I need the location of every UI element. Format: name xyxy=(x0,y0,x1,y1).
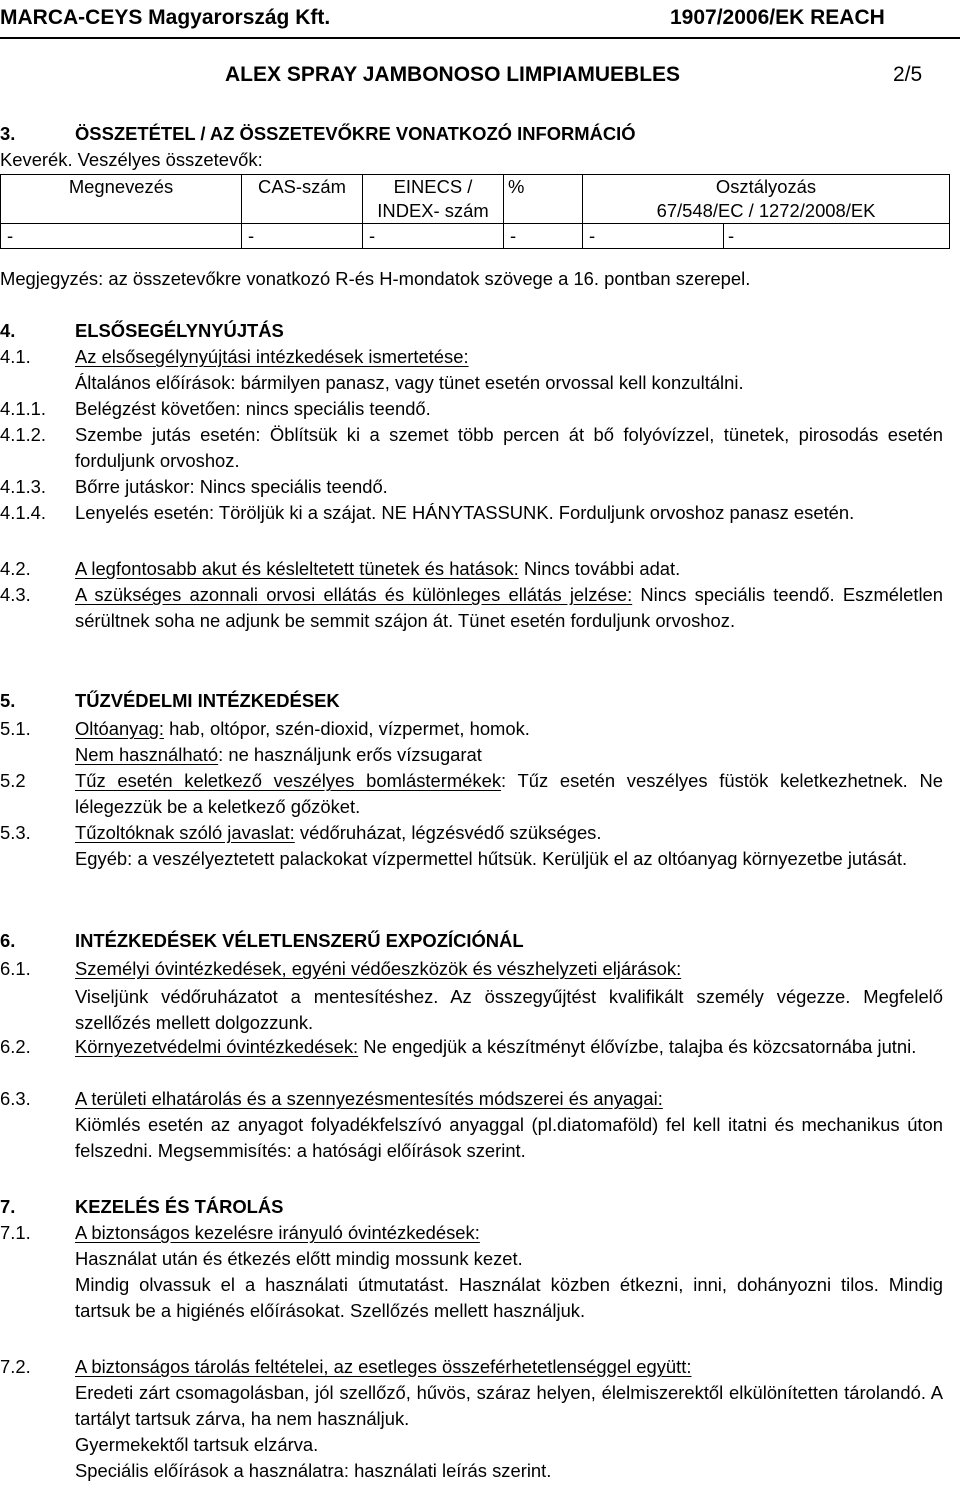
header-divider xyxy=(0,37,960,39)
item-7-1-text-2: Mindig olvassuk el a használati útmutatást. Használat közben étkezni, inni, dohányozni tilos. Mindig tartsuk be a higiénés előírásokat. Szellőzés mellett használjuk. xyxy=(75,1274,943,1321)
item-5-1b-line xyxy=(75,742,482,768)
section-3-note: Megjegyzés: az összetevőkre vonatkozó R-és H-mondatok szövege a 16. pontban szerepel. xyxy=(0,268,751,289)
section-4-number: 4. xyxy=(0,320,16,341)
item-4-1-2-text: Szembe jutás esetén: Öblítsük ki a szemet több percen át bő folyóvízzel, tünetek, pirosodás esetén forduljunk orvoshoz. xyxy=(75,424,943,471)
section-3-title: ÖSSZETÉTEL / AZ ÖSSZETEVŐKRE VONATKOZÓ INFORMÁCIÓ xyxy=(75,123,636,144)
item-5-2-text: : Tűz esetén veszélyes füstök keletkezhetnek. Ne lélegezzük be a keletkező gőzöket. xyxy=(75,770,943,817)
item-6-1-number: 6.1. xyxy=(0,958,31,979)
header-label: INDEX- szám xyxy=(377,200,489,221)
item-6-2-number: 6.2. xyxy=(0,1036,31,1057)
regulation-ref: 1907/2006/EK REACH xyxy=(670,6,885,29)
item-7-2-text-1: Eredeti zárt csomagolásban, jól szellőző, hűvös, száraz helyen, élelmiszerektől elkülönítetten tárolandó. A tartályt tartsuk zárva, ha nem használjuk. xyxy=(75,1382,943,1429)
table-cell: - xyxy=(583,224,724,249)
item-4-1-1-number: 4.1.1. xyxy=(0,398,47,419)
company-name: MARCA-CEYS Magyarország Kft. xyxy=(0,6,331,29)
item-7-1-heading: A biztonságos kezelésre irányuló óvintézkedések: xyxy=(75,1222,480,1243)
col-einecs-header xyxy=(363,175,504,224)
item-5-2-block xyxy=(75,768,943,820)
item-6-2-block xyxy=(75,1034,943,1060)
item-4-1-1-text: Belégzést követően: nincs speciális teendő. xyxy=(75,398,431,419)
item-7-2-heading: A biztonságos tárolás feltételei, az esetleges összeférhetetlenséggel együtt: xyxy=(75,1356,692,1377)
section-5-number: 5. xyxy=(0,690,16,711)
item-4-1-4-text: Lenyelés esetén: Töröljük ki a szájat. NE HÁNYTASSUNK. Forduljunk orvoshoz panasz esetén. xyxy=(75,502,855,523)
item-4-1-4-number: 4.1.4. xyxy=(0,502,47,523)
header-label: 67/548/EC / 1272/2008/EK xyxy=(656,200,876,221)
header-label: Osztályozás xyxy=(715,176,817,197)
item-6-2-heading: Környezetvédelmi óvintézkedések: xyxy=(75,1036,359,1057)
table-cell: - xyxy=(242,224,363,249)
item-7-1-text-1: Használat után és étkezés előtt mindig mossunk kezet. xyxy=(75,1248,523,1269)
item-4-1-2-number: 4.1.2. xyxy=(0,424,47,445)
ingredients-table xyxy=(0,174,950,249)
col-percent-header xyxy=(504,175,583,224)
table-cell: - xyxy=(1,224,242,249)
table-cell: - xyxy=(363,224,504,249)
col-class-header xyxy=(583,175,950,224)
item-5-2-heading: Tűz esetén keletkező veszélyes bomlástermékek xyxy=(75,770,502,791)
item-4-1-heading: Az elsősegélynyújtási intézkedések ismertetése: xyxy=(75,346,469,367)
item-5-3-line xyxy=(75,820,601,846)
item-5-2-number: 5.2 xyxy=(0,770,26,791)
item-6-3-heading: A területi elhatárolás és a szennyezésmentesítés módszerei és anyagai: xyxy=(75,1088,663,1109)
item-4-2-heading: A legfontosabb akut és késleltetett tünetek és hatások: xyxy=(75,558,519,579)
header-label: CAS-szám xyxy=(258,176,346,197)
item-7-2-number: 7.2. xyxy=(0,1356,31,1377)
table-cell: - xyxy=(504,224,583,249)
item-7-2-text-3: Speciális előírások a használatra: használati leírás szerint. xyxy=(75,1460,552,1481)
item-4-2-text: Nincs további adat. xyxy=(518,558,681,579)
item-4-3-text: Nincs speciális teendő. Eszméletlen sérültnek soha ne adjunk be semmit szájon át. Tünet esetén forduljunk orvoshoz. xyxy=(75,584,943,631)
item-6-1-text: Viseljünk védőruházatot a mentesítéshez. Az összegyűjtést kvalifikált személy végezze. Megfelelő szellőzés mellett dolgozzunk. xyxy=(75,986,943,1033)
section-7-number: 7. xyxy=(0,1196,16,1217)
item-6-3-text: Kiömlés esetén az anyagot folyadékfelszívó anyaggal (pl.diatomaföld) fel kell itatni és mechanikus úton felszedni. Megsemmisítés: a hatósági előírások szerint. xyxy=(75,1114,943,1161)
section-5-title: TŰZVÉDELMI INTÉZKEDÉSEK xyxy=(75,690,340,711)
item-5-3-heading: Tűzoltóknak szóló javaslat: xyxy=(75,822,295,843)
item-4-3-number: 4.3. xyxy=(0,584,31,605)
item-5-1-number: 5.1. xyxy=(0,718,31,739)
section-7-title: KEZELÉS ÉS TÁROLÁS xyxy=(75,1196,284,1217)
section-6-number: 6. xyxy=(0,930,16,951)
item-4-1-3-text: Bőrre jutáskor: Nincs speciális teendő. xyxy=(75,476,388,497)
page-number: 2/5 xyxy=(893,63,923,86)
section-4-title: ELSŐSEGÉLYNYÚJTÁS xyxy=(75,320,284,341)
table-header-row xyxy=(1,175,950,224)
item-6-3-number: 6.3. xyxy=(0,1088,31,1109)
item-5-1-line xyxy=(75,716,530,742)
table-row xyxy=(1,224,950,249)
item-4-3-heading: A szükséges azonnali orvosi ellátás és különleges ellátás jelzése: xyxy=(75,584,633,605)
item-5-1b-text: : ne használjunk erős vízsugarat xyxy=(218,744,482,765)
item-4-1-text: Általános előírások: bármilyen panasz, vagy tünet esetén orvossal kell konzultálni. xyxy=(75,372,744,393)
item-5-1-heading: Oltóanyag: xyxy=(75,718,164,739)
header-label: Megnevezés xyxy=(68,176,174,197)
item-5-3-text: védőruházat, légzésvédő szükséges. xyxy=(294,822,602,843)
item-5-1-text: hab, oltópor, szén-dioxid, vízpermet, homok. xyxy=(163,718,530,739)
item-5-3-number: 5.3. xyxy=(0,822,31,843)
item-5-1b-heading: Nem használható xyxy=(75,744,219,765)
item-4-2-line xyxy=(75,556,680,582)
item-6-2-text: Ne engedjük a készítményt élővízbe, talajba és közcsatornába jutni. xyxy=(358,1036,917,1057)
item-4-2-number: 4.2. xyxy=(0,558,31,579)
item-5-3b-text: Egyéb: a veszélyeztetett palackokat vízpermettel hűtsük. Kerüljük el az oltóanyag környezetbe jutását. xyxy=(75,848,908,869)
item-4-3-block xyxy=(75,582,943,634)
header-label: % xyxy=(508,176,525,197)
item-4-1-3-number: 4.1.3. xyxy=(0,476,47,497)
header-label: EINECS / xyxy=(393,176,473,197)
section-6-title: INTÉZKEDÉSEK VÉLETLENSZERŰ EXPOZÍCIÓNÁL xyxy=(75,930,524,951)
section-3-intro: Keverék. Veszélyes összetevők: xyxy=(0,149,263,170)
item-7-1-number: 7.1. xyxy=(0,1222,31,1243)
product-name: ALEX SPRAY JAMBONOSO LIMPIAMUEBLES xyxy=(225,63,681,86)
col-name-header xyxy=(1,175,242,224)
col-cas-header xyxy=(242,175,363,224)
table-cell: - xyxy=(724,224,950,249)
item-6-1-heading: Személyi óvintézkedések, egyéni védőeszközök és vészhelyzeti eljárások: xyxy=(75,958,682,979)
item-4-1-number: 4.1. xyxy=(0,346,31,367)
item-7-2-text-2: Gyermekektől tartsuk elzárva. xyxy=(75,1434,319,1455)
section-3-number: 3. xyxy=(0,123,16,144)
